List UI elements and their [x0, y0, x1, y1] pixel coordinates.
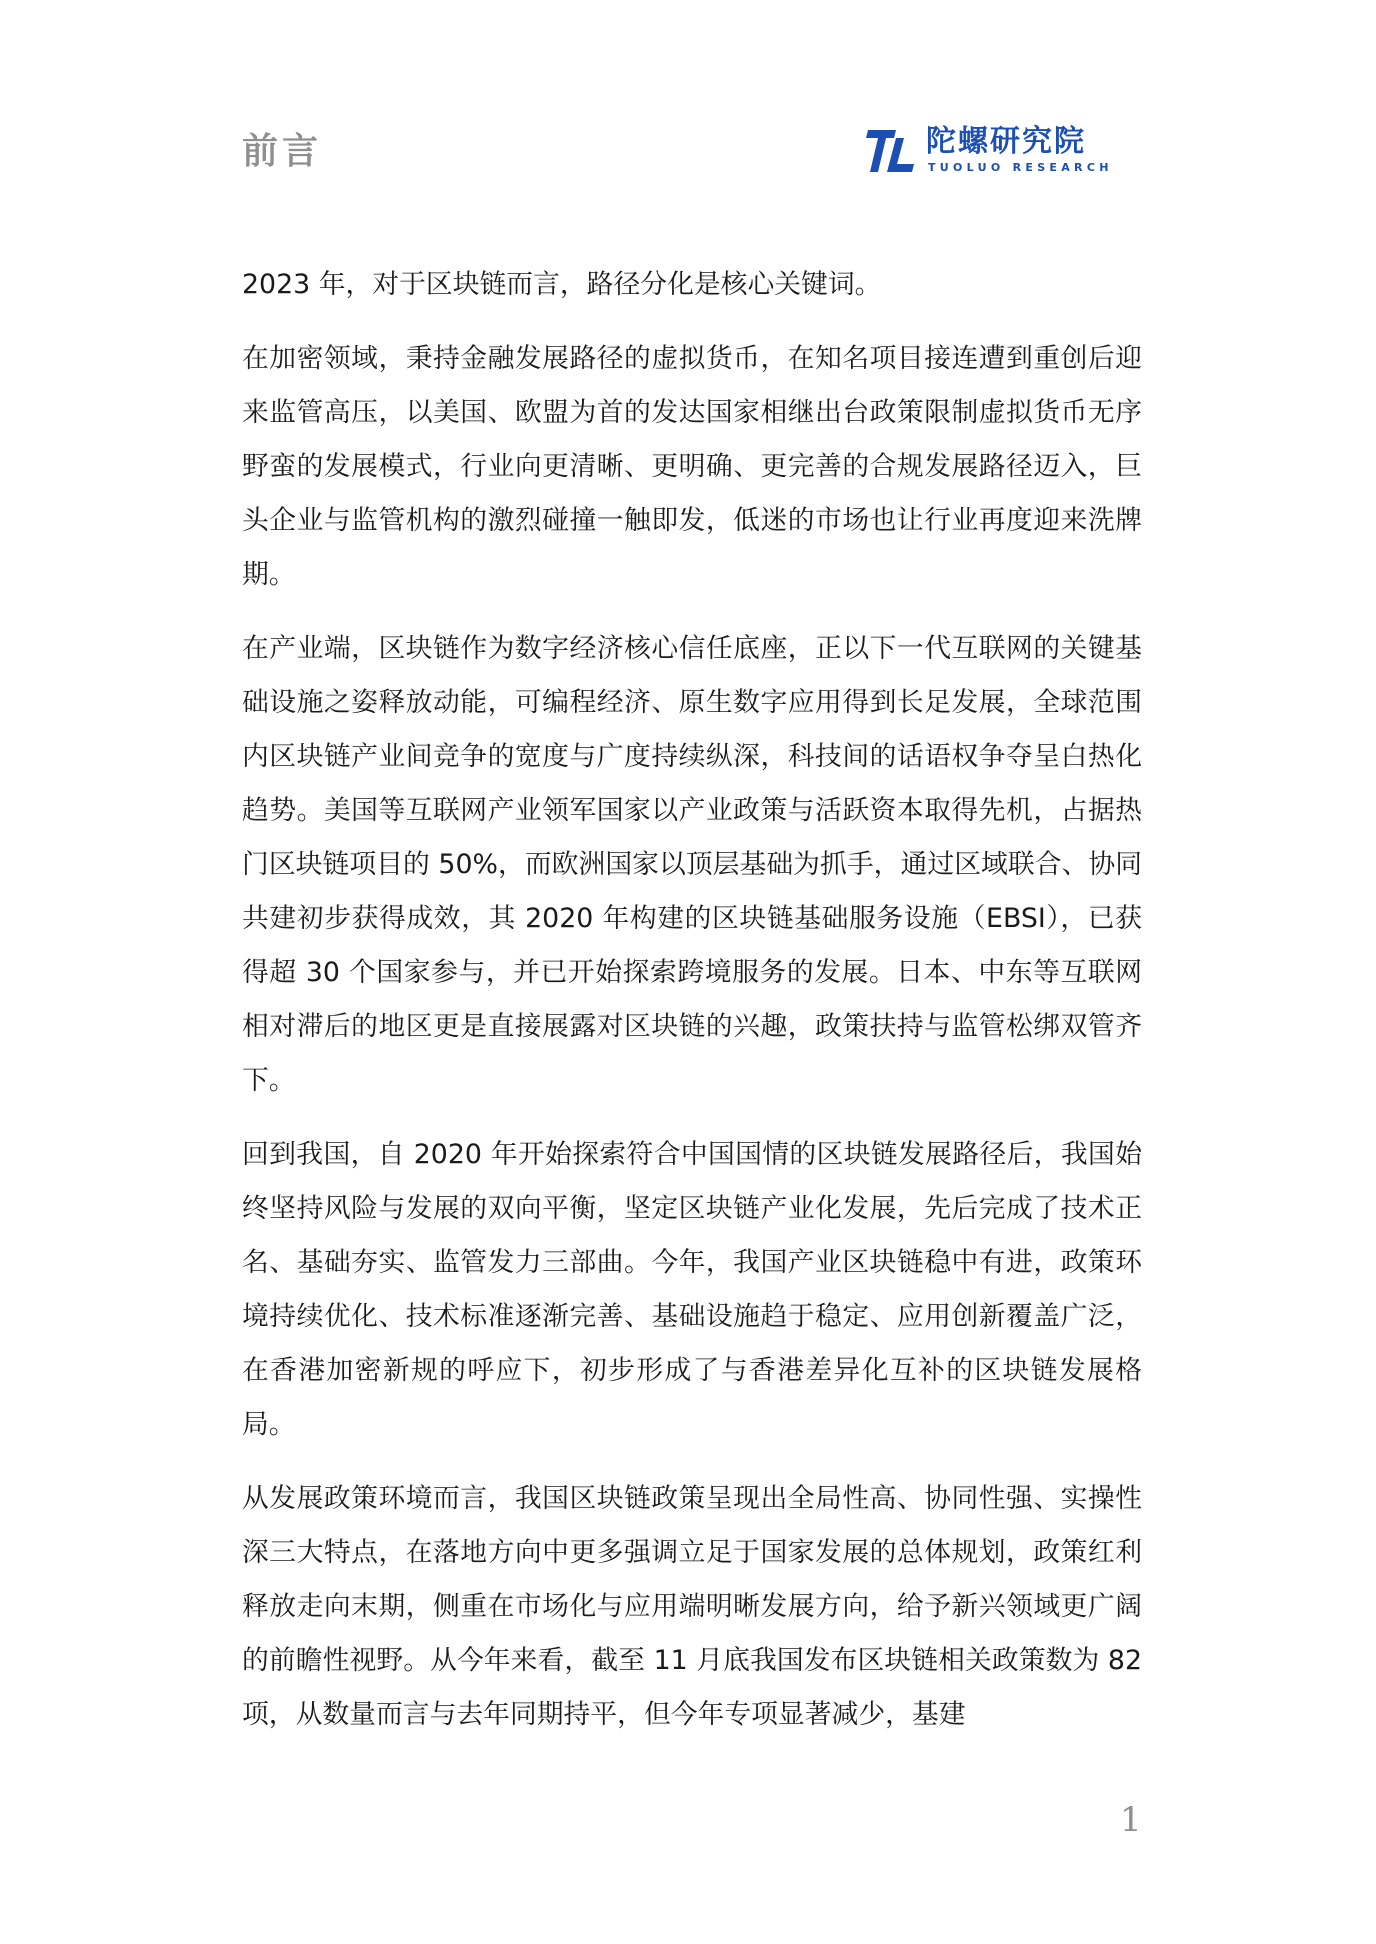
paragraph: 从发展政策环境而言，我国区块链政策呈现出全局性高、协同性强、实操性深三大特点，在落地方向中更多强调立足于国家发展的总体规划，政策红利释放走向末期，侧重在市场化与应用端明晰发展方向，给予新兴领域更广阔的前瞻性视野。从今年来看，截至 11 月底我国发布区块链相关政策数为 82 项，从数量而言与去年同期持平，但今年专项显著减少，基建 — [242, 1483, 1142, 1730]
tuoluo-logo-icon — [866, 126, 916, 174]
body-text — [242, 258, 1142, 1762]
paragraph: 回到我国，自 2020 年开始探索符合中国国情的区块链发展路径后，我国始终坚持风险与发展的双向平衡，坚定区块链产业化发展，先后完成了技术正名、基础夯实、监管发力三部曲。今年，我国产业区块链稳中有进，政策环境持续优化、技术标准逐渐完善、基础设施趋于稳定、应用创新覆盖广泛，在香港加密新规的呼应下，初步形成了与香港差异化互补的区块链发展格局。 — [242, 1139, 1142, 1440]
logo-english-name: TUOLUO RESEARCH — [928, 161, 1113, 174]
paragraph: 在加密领域，秉持金融发展路径的虚拟货币，在知名项目接连遭到重创后迎来监管高压，以美国、欧盟为首的发达国家相继出台政策限制虚拟货币无序野蛮的发展模式，行业向更清晰、更明确、更完善的合规发展路径迈入，巨头企业与监管机构的激烈碰撞一触即发，低迷的市场也让行业再度迎来洗牌期。 — [242, 343, 1142, 590]
logo-chinese-name: 陀螺研究院 — [926, 124, 1086, 159]
page-number: 1 — [1120, 1800, 1142, 1840]
paragraph: 在产业端，区块链作为数字经济核心信任底座，正以下一代互联网的关键基础设施之姿释放动能，可编程经济、原生数字应用得到长足发展，全球范围内区块链产业间竞争的宽度与广度持续纵深，科技间的话语权争夺呈白热化趋势。美国等互联网产业领军国家以产业政策与活跃资本取得先机，占据热门区块链项目的 50%，而欧洲国家以顶层基础为抓手，通过区域联合、协同共建初步获得成效，其 2020 年构建的区块链基础服务设施（EBSI），已获得超 30 个国家参与，并已开始探索跨境服务的发展。日本、中东等互联网相对滞后的地区更是直接展露对区块链的兴趣，政策扶持与监管松绑双管齐下。 — [242, 633, 1142, 1096]
paragraph: 2023 年，对于区块链而言，路径分化是核心关键词。 — [242, 269, 882, 300]
page-title: 前言 — [242, 131, 323, 172]
brand-logo — [866, 124, 1116, 178]
